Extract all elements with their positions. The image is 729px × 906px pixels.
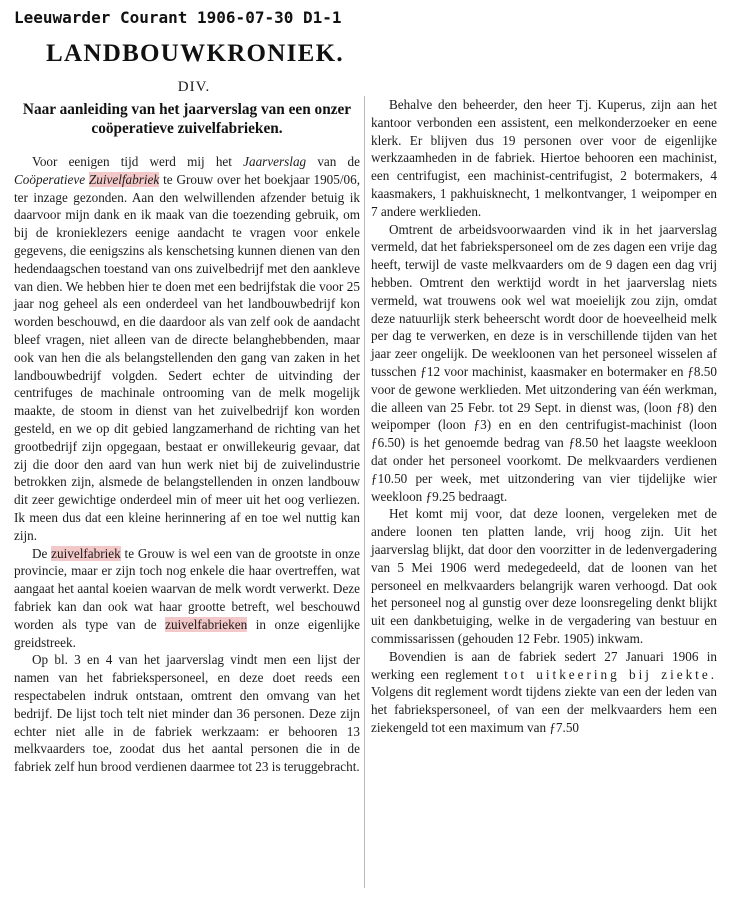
text-run: in onze eigenlijke greidstreek. [14, 616, 360, 650]
text-run: Voor eenigen tijd werd mij het [32, 154, 244, 169]
paragraph: Behalve den beheerder, den heer Tj. Kuperus, zijn aan het kantoor verbonden een assistent, een melkonderzoeker en eene klerk. Er blijven dus 19 personen over voor de eigenlijke werkzaamheden in de fabriek. Hiertoe behooren een machinist, een centrifugist, een machinist-centrifugist, 2 botermakers, 4 kaasmakers, 1 pakhuisknecht, 1 melkontvanger, 1 weipomper en 7 andere werklieden. [371, 97, 717, 219]
factory-name: Coöperatieve [14, 171, 89, 187]
text-run: Volgens dit reglement wordt tijdens ziekte van een der leden van het fabriekspersoneel, of van een der melkvaarders hem een ziekengeld tot een maximum van ƒ7.50 [371, 684, 717, 735]
article-subtitle: Naar aanleiding van het jaarverslag van een onzer coöperatieve zuivelfabrieken. [22, 101, 352, 137]
paragraph: Omtrent de arbeidsvoorwaarden vind ik in het jaarverslag vermeld, dat het fabriekspersoneel om de zes dagen een vrije dag heeft, terwijl de vaste melkvaarders om de 9 dagen een dag vrij hebben. Omtrent den werktijd wordt in het jaarverslag niets vermeld, wat trouwens ook wel wat moeielijk zou zijn, omdat deze natuurlijk sterk beheerscht wordt door de hoeveelheid melk per dag te verwerken, en deze is in verschillende tijden van het jaar zeer ongelijk. De weekloonen van het personeel wisselen af tusschen ƒ12 voor machinist, kaasmaker en botermaker en ƒ8.50 voor de gewone werklieden. Met uitzondering van één werkman, die alleen van 25 Febr. tot 29 Sept. in dienst was, (loon ƒ8) den weipomper (loon ƒ3) en en den centrifugist-machinist (loon ƒ6.50) is het genoemde bedrag van ƒ8.50 het laagste weekloon dat onder het personeel voorkomt. De melkvaarders verdienen ƒ10.50 per week, met uitzondering van vier tijdelijke wier weekloon ƒ9.25 bedraagt. [371, 221, 717, 504]
paragraph [14, 545, 360, 652]
text-run: te Grouw is wel een van de grootste in onze provincie, maar er zijn toch nog enkele die haar overtreffen, wat aangaat het aantal koeien waarvan de melk wordt verwerkt. Deze fabriek kan dan ook wat haar grootte betreft, wel beschouwd worden als type van de [14, 545, 360, 632]
article-column-right [371, 96, 717, 737]
text-run: Bovendien is aan de fabriek sedert 27 Januari 1906 in werking een reglement [371, 648, 717, 682]
paragraph: Het komt mij voor, dat deze loonen, vergeleken met de andere loonen ten platten lande, vrij hoog zijn. Uit het jaarverslag blijkt, dat door den voorzitter in de ledenvergadering van 5 Mei 1906 werd medegedeeld, dat de loonen van het personeel en melkvaarders belangrijk waren verhoogd. Dat ook het personeel nog al gunstig over deze loonsregeling denkt blijkt uit een dankbetuiging, welke in de vergadering van bestuur en commissarissen (gehouden 12 Febr. 1905) inkwam. [371, 506, 717, 646]
spaced-emphasis: tot uitkeering bij ziekte. [504, 666, 717, 682]
text-run: De [32, 545, 52, 561]
article-column-left [14, 153, 360, 776]
paragraph: Op bl. 3 en 4 van het jaarverslag vindt men een lijst der namen van het fabriekspersoneel, en deze doet reeds een respectabelen indruk ontstaan, omtrent den omvang van het bedrijf. De lijst toch telt niet minder dan 36 personen. Deze zijn echter niet alle in de fabriek werkzaam: er behooren 13 melkvaarders toe, zoodat dus het aantal personen die in de fabriek zelf hun brood verdienen daarmee tot 23 is teruggebracht. [14, 652, 360, 775]
search-highlight: Zuivelfabriek [88, 171, 160, 187]
text-run: van de [306, 154, 360, 169]
column-divider [364, 96, 365, 888]
report-title: Jaarverslag [243, 154, 307, 169]
paragraph [371, 648, 717, 737]
source-caption: Leeuwarder Courant 1906-07-30 D1-1 [14, 8, 342, 27]
search-highlight: zuivelfabrieken [165, 616, 248, 632]
search-highlight: zuivelfabriek [51, 545, 121, 561]
column-masthead: LANDBOUWKRONIEK. [46, 40, 344, 67]
text-run: te Grouw over het boekjaar 1905/06, ter inzage gezonden. Aan den welwillenden afzender betuig ik daarvoor mijn dank en ik maak van die toezending gebruik, om bij de kronieklezers eenige aandacht te vragen voor enkele gegevens, die eenigszins als kenschetsing kunnen dienen van den hedendaagschen toestand van ons zuivelbedrijf met den aankleve van dien. We hebben hier te doen met een bedrijfstak die voor 25 jaar nog geheel als een onderdeel van het landbouwbedrijf kon worden beschouwd, en die daardoor als van zelf ook de aandacht bleef vragen, niet alleen van de directe belanghebbenden, maar ook van hen die als belangstellenden den gang van zaken in het landbouwbedrijf volgden. Sedert echter de uitvinding der centrifuges de machinale ontrooming van de melk mogelijk maakte, de stoom in dienst van het zuivelbedrijf kon worden gesteld, en we op dit gebied langzamerhand de richting van het grootbedrijf zijn opgegaan, bestaat er onwillekeurig gevaar, dat zij die door den aard van hun werk niet bij de zuivelindustrie betrokken zijn, alsmede de belangstellenden in onzen landbouw dit zeer gewichtige onderdeel min of meer uit het oog verliezen. Ik meen dus dat een kleine herinnering af en toe wel nuttig kan zijn. [14, 171, 360, 543]
section-number: DIV. [177, 79, 211, 95]
paragraph [14, 153, 360, 545]
